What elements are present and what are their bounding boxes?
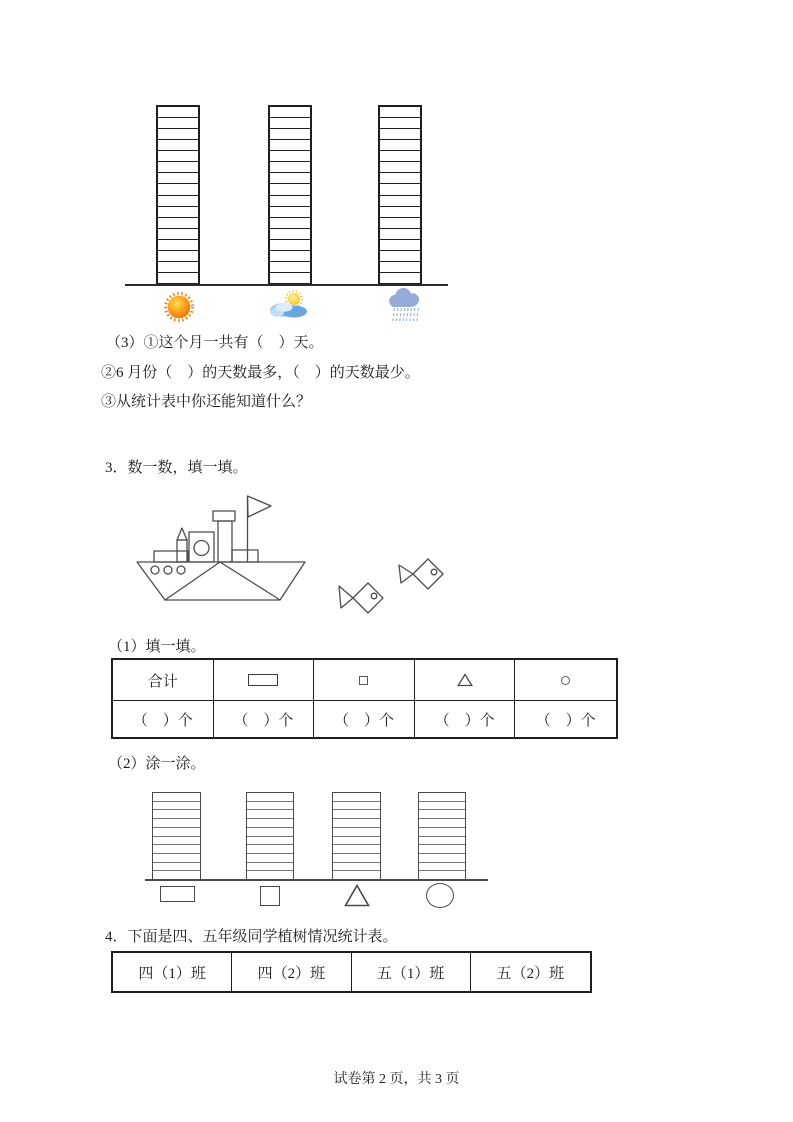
tally-cell [380, 273, 420, 283]
tally-cell [270, 140, 310, 151]
tally-cell [158, 107, 198, 118]
tally-cell [419, 810, 465, 819]
count-answer-circle: （ ）个 [535, 712, 596, 729]
tally-cell [419, 871, 465, 879]
tally-cell [333, 845, 380, 854]
paint-tally-column-triangle [332, 792, 381, 880]
tally-cell [333, 863, 380, 872]
tally-cell [333, 828, 380, 837]
tally-cell [247, 810, 293, 819]
tally-cell [247, 863, 293, 872]
tally-cell [380, 118, 420, 129]
tally-cell [419, 845, 465, 854]
class-cell-5-2: 五（2）班 [496, 965, 565, 982]
q3-part2-label: （2）涂一涂。 [108, 756, 206, 772]
count-answer-total: （ ）个 [113, 701, 214, 737]
boat-and-fish-figure [115, 480, 465, 630]
count-table-header-square [314, 660, 415, 701]
tally-cell [333, 837, 380, 846]
tally-cell [333, 793, 380, 802]
tally-cell [247, 793, 293, 802]
tally-cell [158, 173, 198, 184]
tally-cell [153, 819, 200, 828]
tally-cell [158, 196, 198, 207]
tally-cell [380, 173, 420, 184]
count-table-header-triangle [415, 660, 516, 701]
tally-cell [247, 819, 293, 828]
partly-cloudy-icon [268, 290, 310, 320]
square-shape-icon [359, 676, 368, 685]
tally-cell [158, 251, 198, 262]
paint-tally-column-square [246, 792, 294, 880]
tally-cell [380, 129, 420, 140]
tally-cell [158, 162, 198, 173]
tally-cell [153, 810, 200, 819]
tally-cell [247, 854, 293, 863]
tally-cell [333, 819, 380, 828]
rainy-icon [386, 288, 422, 324]
tally-cell [270, 207, 310, 218]
tally-cell [158, 151, 198, 162]
tally-cell [380, 184, 420, 195]
paint-tally-column-circle [418, 792, 466, 880]
shape-count-table [111, 658, 618, 739]
tally-cell [419, 863, 465, 872]
tally-cell [247, 802, 293, 811]
tally-cell [270, 262, 310, 273]
tally-cell [380, 240, 420, 251]
tally-cell [380, 196, 420, 207]
tally-cell [247, 837, 293, 846]
rectangle-axis-shape [160, 886, 195, 902]
class-cell-4-2: 四（2）班 [232, 953, 351, 991]
tally-cell [153, 845, 200, 854]
class-cell-5-1: 五（1）班 [352, 953, 471, 991]
tally-cell [270, 196, 310, 207]
circle-axis-shape [426, 883, 454, 908]
q4-title: 4．下面是四、五年级同学植树情况统计表。 [105, 929, 398, 945]
tally-cell [419, 828, 465, 837]
tally-cell [247, 845, 293, 854]
tally-cell [419, 819, 465, 828]
tally-cell [380, 262, 420, 273]
class-cell-4-1: 四（1）班 [113, 953, 232, 991]
q3-part1-label: （1）填一填。 [108, 639, 206, 655]
page-footer: 试卷第 2 页，共 3 页 [333, 1072, 460, 1087]
tally-cell [153, 802, 200, 811]
tally-cell [333, 854, 380, 863]
tally-cell [153, 854, 200, 863]
tally-cell [153, 837, 200, 846]
circle-shape-icon [561, 676, 570, 685]
tally-cell [333, 871, 380, 879]
tally-cell [380, 107, 420, 118]
tally-cell [380, 229, 420, 240]
weather-tally-column-sunny [156, 105, 200, 285]
tally-cell [270, 184, 310, 195]
count-table-header-rectangle [214, 660, 315, 701]
tally-cell [158, 184, 198, 195]
weather-tally-column-rainy [378, 105, 422, 285]
tally-cell [380, 162, 420, 173]
q3-title: 3．数一数，填一填。 [105, 460, 248, 476]
sunny-icon [161, 289, 197, 325]
count-table-header-circle [515, 660, 616, 701]
tally-cell [153, 793, 200, 802]
tally-cell [158, 207, 198, 218]
weather-chart-baseline [125, 284, 448, 286]
tally-cell [158, 118, 198, 129]
square-axis-shape [260, 886, 280, 906]
total-header-label: 合计 [147, 673, 178, 690]
paint-chart-baseline [145, 879, 488, 881]
tally-cell [247, 828, 293, 837]
tally-cell [419, 854, 465, 863]
weather-tally-column-partly-cloudy [268, 105, 312, 285]
tally-cell [158, 262, 198, 273]
tally-cell [270, 218, 310, 229]
tally-cell [158, 140, 198, 151]
count-answer-square: （ ）个 [314, 701, 415, 737]
class-table [111, 951, 592, 993]
paint-tally-column-rectangle [152, 792, 201, 880]
tally-cell [380, 207, 420, 218]
tally-cell [380, 251, 420, 262]
q2-part3-line1: （3）①这个月一共有（ ）天。 [106, 335, 324, 351]
tally-cell [153, 863, 200, 872]
q2-part3-line2: ②6 月份（ ）的天数最多，（ ）的天数最少。 [101, 365, 420, 381]
tally-cell [270, 173, 310, 184]
count-answer-rectangle: （ ）个 [214, 701, 315, 737]
tally-cell [380, 140, 420, 151]
tally-cell [158, 240, 198, 251]
count-table-header-total [113, 660, 214, 701]
tally-cell [270, 118, 310, 129]
triangle-shape-icon [457, 673, 473, 687]
q2-part3-line3: ③从统计表中你还能知道什么？ [101, 394, 312, 410]
tally-cell [419, 837, 465, 846]
tally-cell [270, 162, 310, 173]
tally-cell [333, 810, 380, 819]
rectangle-shape-icon [248, 674, 278, 686]
tally-cell [247, 871, 293, 879]
tally-cell [270, 240, 310, 251]
count-answer-triangle: （ ）个 [415, 701, 516, 737]
tally-cell [380, 151, 420, 162]
tally-cell [158, 273, 198, 283]
tally-cell [270, 129, 310, 140]
tally-cell [270, 229, 310, 240]
tally-cell [270, 251, 310, 262]
tally-cell [270, 151, 310, 162]
triangle-axis-shape [344, 884, 370, 907]
tally-cell [419, 802, 465, 811]
tally-cell [419, 793, 465, 802]
tally-cell [380, 218, 420, 229]
tally-cell [333, 802, 380, 811]
tally-cell [158, 129, 198, 140]
tally-cell [270, 273, 310, 283]
tally-cell [270, 107, 310, 118]
tally-cell [158, 229, 198, 240]
tally-cell [158, 218, 198, 229]
tally-cell [153, 871, 200, 879]
tally-cell [153, 828, 200, 837]
